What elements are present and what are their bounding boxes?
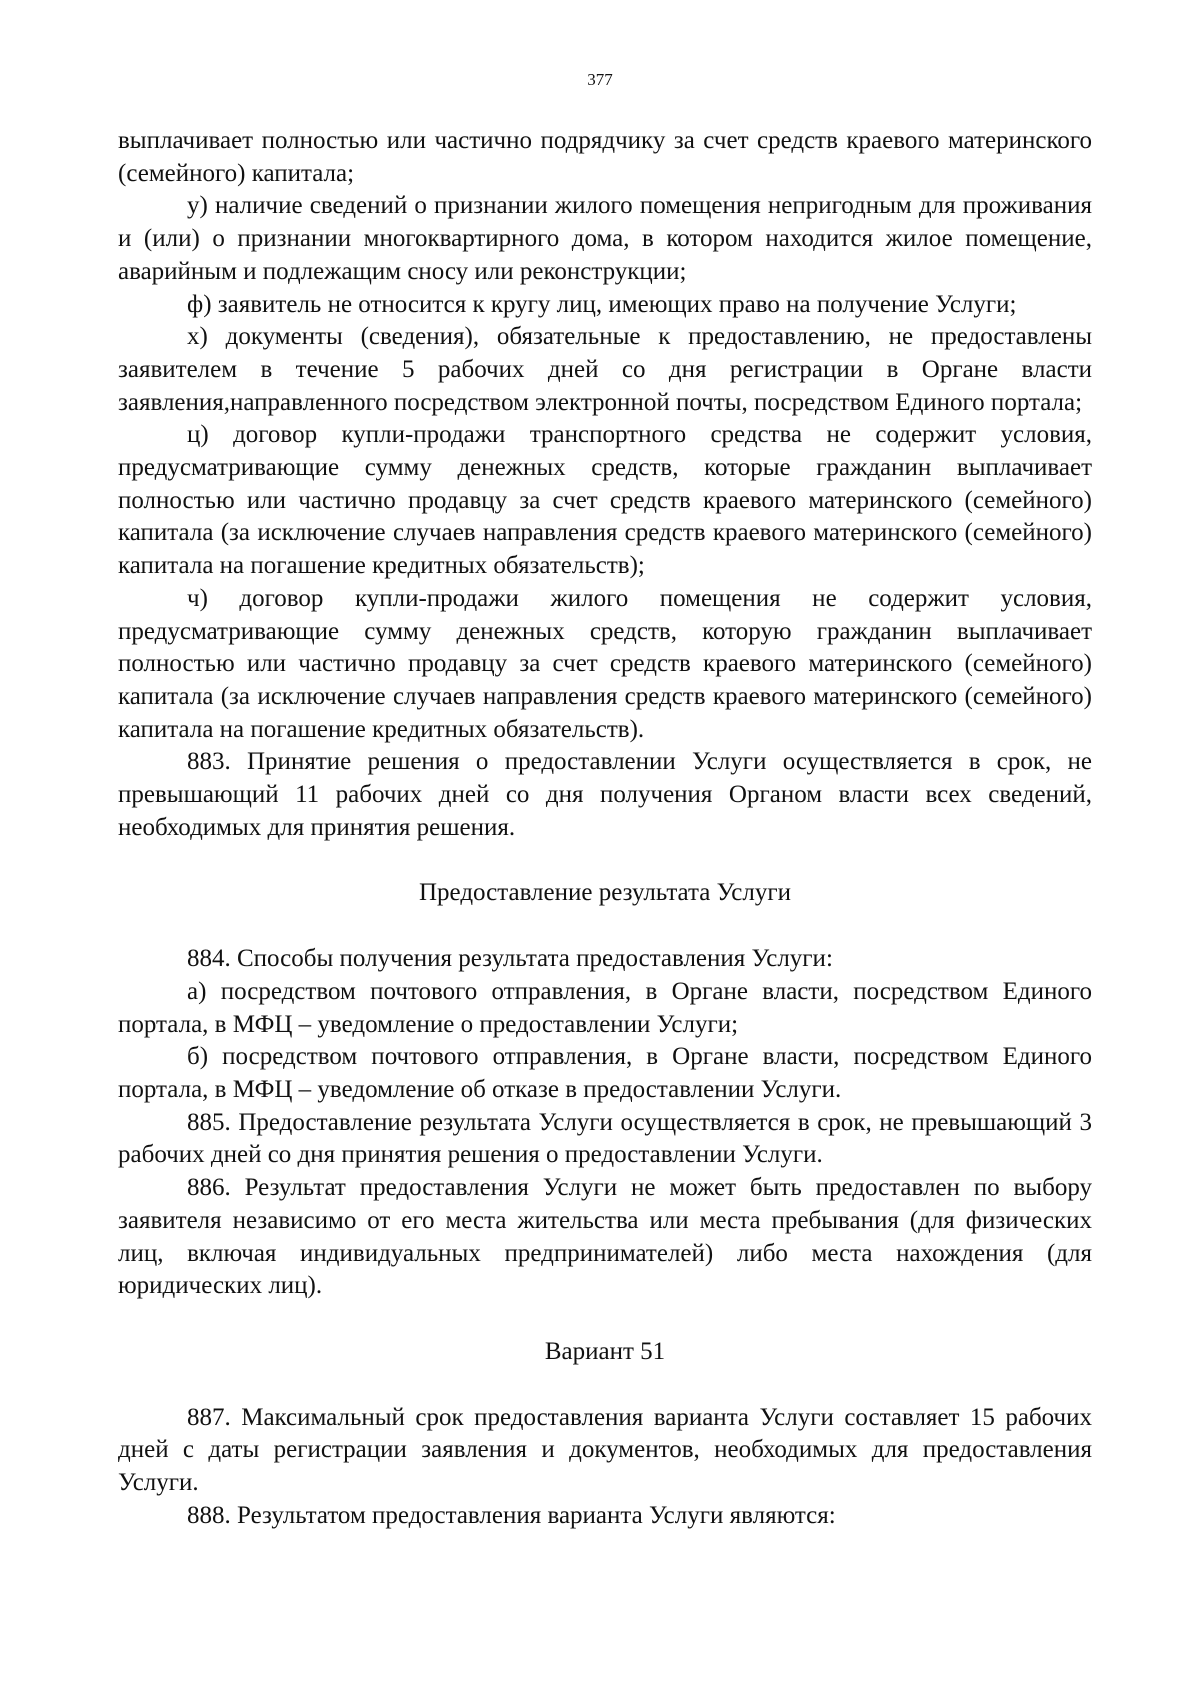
paragraph-item-kh: х) документы (сведения), обязательные к предоставлению, не предоставлены заявителем в течение 5 рабочих дней со дня регистрации в Органе власти заявления,направленного посредством электронной почты, посредством Единого портала;: [118, 323, 1092, 416]
paragraph-884: 884. Способы получения результата предоставления Услуги:: [187, 945, 833, 973]
paragraph-item-ts: ц) договор купли-продажи транспортного средства не содержит условия, предусматривающие сумму денежных средств, которые гражданин выплачивает полностью или частично продавцу за счет средств краевого материнского (семейного) капитала (за исключение случаев направления средств краевого материнского (семейного) капитала на погашение кредитных обязательств);: [118, 421, 1092, 580]
paragraph-883: 883. Принятие решения о предоставлении Услуги осуществляется в срок, не превышающий 11 рабочих дней со дня получения Органом власти всех сведений, необходимых для принятия решения.: [118, 748, 1092, 841]
paragraph-885: 885. Предоставление результата Услуги осуществляется в срок, не превышающий 3 рабочих дней со дня принятия решения о предоставлении Услуги.: [118, 1108, 1092, 1169]
paragraph-884-b: б) посредством почтового отправления, в Органе власти, посредством Единого портала, в МФЦ – уведомление об отказе в предоставлении Услуги.: [118, 1043, 1092, 1103]
paragraph-item-f: ф) заявитель не относится к кругу лиц, имеющих право на получение Услуги;: [187, 290, 1017, 318]
section-heading-variant: Вариант 51: [544, 1337, 666, 1365]
paragraph-888: 888. Результатом предоставления варианта Услуги являются:: [187, 1501, 836, 1529]
paragraph-item-u: у) наличие сведений о признании жилого помещения непригодным для проживания и (или) о признании многоквартирного дома, в котором находится жилое помещение, аварийным и подлежащим сносу или реконструкции;: [118, 192, 1092, 285]
paragraph-887: 887. Максимальный срок предоставления варианта Услуги составляет 15 рабочих дней с даты регистрации заявления и документов, необходимых для предоставления Услуги.: [118, 1403, 1092, 1497]
paragraph-continuation: выплачивает полностью или частично подрядчику за счет средств краевого материнского (семейного) капитала;: [118, 127, 1092, 187]
paragraph-item-ch: ч) договор купли-продажи жилого помещения не содержит условия, предусматривающие сумму денежных средств, которую гражданин выплачивает полностью или частично продавцу за счет средств краевого материнского (семейного) капитала (за исключение случаев направления средств краевого материнского (семейного) капитала на погашение кредитных обязательств).: [118, 584, 1092, 743]
page-number: 377: [587, 70, 613, 89]
document-body: [118, 125, 1092, 1532]
paragraph-884-a: а) посредством почтового отправления, в Органе власти, посредством Единого портала, в МФЦ – уведомление о предоставлении Услуги;: [118, 977, 1092, 1038]
paragraph-886: 886. Результат предоставления Услуги не может быть предоставлен по выбору заявителя независимо от его места жительства или места пребывания (для физических лиц, включая индивидуальных предпринимателей) либо места нахождения (для юридических лиц).: [118, 1174, 1092, 1300]
section-heading-result: Предоставление результата Услуги: [419, 879, 791, 907]
